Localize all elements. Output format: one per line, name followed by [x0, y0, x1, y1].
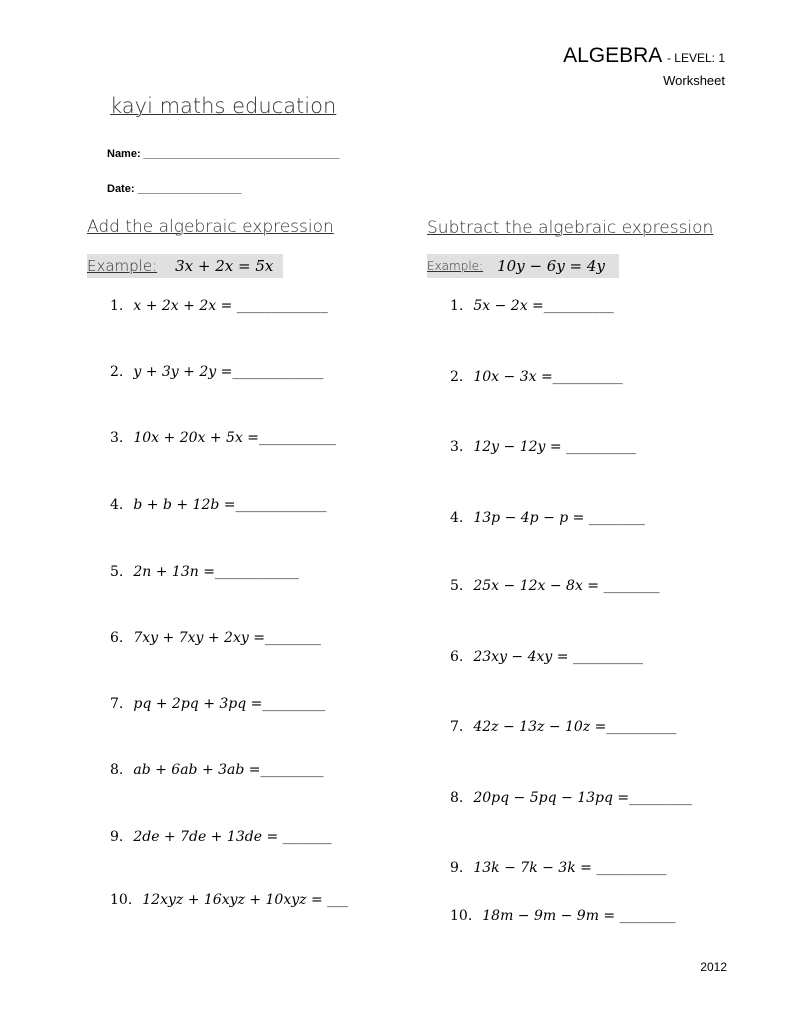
add-problem-equation[interactable]: y + 3y + 2y =_____________ — [133, 364, 324, 380]
worksheet-title — [563, 44, 725, 68]
add-problem-equation[interactable]: 2n + 13n =____________ — [133, 564, 299, 580]
add-problem-number: 9. — [110, 829, 124, 845]
add-problem-equation[interactable]: pq + 2pq + 3pq =_________ — [133, 696, 326, 712]
add-problem-equation[interactable]: 12xyz + 16xyz + 10xyz = ___ — [142, 892, 349, 908]
subtract-problem[interactable] — [450, 719, 676, 735]
add-section-heading: Add the algebraic expression — [87, 217, 334, 237]
add-example-equation: 3x + 2x = 5x — [175, 257, 274, 275]
subtract-problem[interactable] — [450, 649, 643, 665]
subtract-example-label: Example: — [427, 259, 484, 273]
add-problem[interactable] — [110, 696, 325, 712]
add-problem-number: 3. — [110, 430, 124, 446]
subtract-problem-equation[interactable]: 5x − 2x =__________ — [473, 298, 614, 314]
level-text: - LEVEL: 1 — [666, 51, 725, 65]
subtract-example-equation: 10y − 6y = 4y — [497, 257, 605, 275]
subtract-problem-number: 9. — [450, 860, 464, 876]
subtract-example — [427, 254, 619, 278]
add-problem[interactable] — [110, 892, 348, 908]
subtract-problem-number: 4. — [450, 510, 464, 526]
subtract-problem[interactable] — [450, 298, 614, 314]
add-problem[interactable] — [110, 564, 299, 580]
add-problem[interactable] — [110, 298, 328, 314]
add-problem-number: 4. — [110, 497, 124, 513]
subtract-problem-equation[interactable]: 20pq − 5pq − 13pq =_________ — [473, 790, 693, 806]
add-problem[interactable] — [110, 364, 323, 380]
footer-year: 2012 — [700, 960, 727, 974]
subtract-problem-number: 1. — [450, 298, 464, 314]
add-problem[interactable] — [110, 630, 321, 646]
add-example-label: Example: — [87, 257, 158, 275]
subtract-problem[interactable] — [450, 369, 623, 385]
subtract-problem-equation[interactable]: 12y − 12y = __________ — [473, 439, 637, 455]
add-problem-equation[interactable]: x + 2x + 2x = _____________ — [133, 298, 328, 314]
subtract-problem-number: 5. — [450, 578, 464, 594]
subtract-problem-number: 8. — [450, 790, 464, 806]
subtract-section-heading: Subtract the algebraic expression — [427, 218, 714, 238]
worksheet-subtitle: Worksheet — [663, 73, 725, 88]
subtract-problem-number: 6. — [450, 649, 464, 665]
subtract-problem-equation[interactable]: 18m − 9m − 9m = ________ — [482, 908, 676, 924]
subtract-problem-number: 2. — [450, 369, 464, 385]
add-problem[interactable] — [110, 430, 336, 446]
subtract-problem[interactable] — [450, 908, 676, 924]
add-problem[interactable] — [110, 497, 327, 513]
subtract-problem-equation[interactable]: 10x − 3x =__________ — [473, 369, 623, 385]
add-problem-number: 1. — [110, 298, 124, 314]
subtract-problem-equation[interactable]: 23xy − 4xy = __________ — [473, 649, 643, 665]
subtract-problem-equation[interactable]: 42z − 13z − 10z =__________ — [473, 719, 677, 735]
subtract-problem-number: 3. — [450, 439, 464, 455]
add-problem-equation[interactable]: 7xy + 7xy + 2xy =________ — [133, 630, 321, 646]
name-field[interactable]: Name: ________________________________ — [107, 148, 340, 160]
add-problem-number: 2. — [110, 364, 124, 380]
add-problem-equation[interactable]: 10x + 20x + 5x =___________ — [133, 430, 337, 446]
subtract-problem-equation[interactable]: 13k − 7k − 3k = __________ — [473, 860, 667, 876]
subtract-problem[interactable] — [450, 510, 645, 526]
add-problem-number: 7. — [110, 696, 124, 712]
subtract-problem-number: 10. — [450, 908, 473, 924]
add-problem-number: 8. — [110, 762, 124, 778]
subtract-problem-equation[interactable]: 25x − 12x − 8x = ________ — [473, 578, 660, 594]
subtract-problem[interactable] — [450, 790, 692, 806]
subtract-problem[interactable] — [450, 860, 666, 876]
subtract-problem-equation[interactable]: 13p − 4p − p = ________ — [473, 510, 645, 526]
add-problem-number: 5. — [110, 564, 124, 580]
add-problem-equation[interactable]: b + b + 12b =_____________ — [133, 497, 327, 513]
subtract-problem[interactable] — [450, 439, 636, 455]
add-problem-equation[interactable]: 2de + 7de + 13de = _______ — [133, 829, 332, 845]
subtract-problem-number: 7. — [450, 719, 464, 735]
subtract-problem[interactable] — [450, 578, 659, 594]
add-example — [87, 254, 283, 278]
add-problem[interactable] — [110, 829, 332, 845]
title-text: ALGEBRA — [563, 44, 662, 67]
add-problem[interactable] — [110, 762, 324, 778]
add-problem-number: 6. — [110, 630, 124, 646]
add-problem-equation[interactable]: ab + 6ab + 3ab =_________ — [133, 762, 324, 778]
brand-name: kayi maths education — [110, 94, 337, 118]
date-field[interactable]: Date: _________________ — [107, 183, 242, 195]
add-problem-number: 10. — [110, 892, 133, 908]
